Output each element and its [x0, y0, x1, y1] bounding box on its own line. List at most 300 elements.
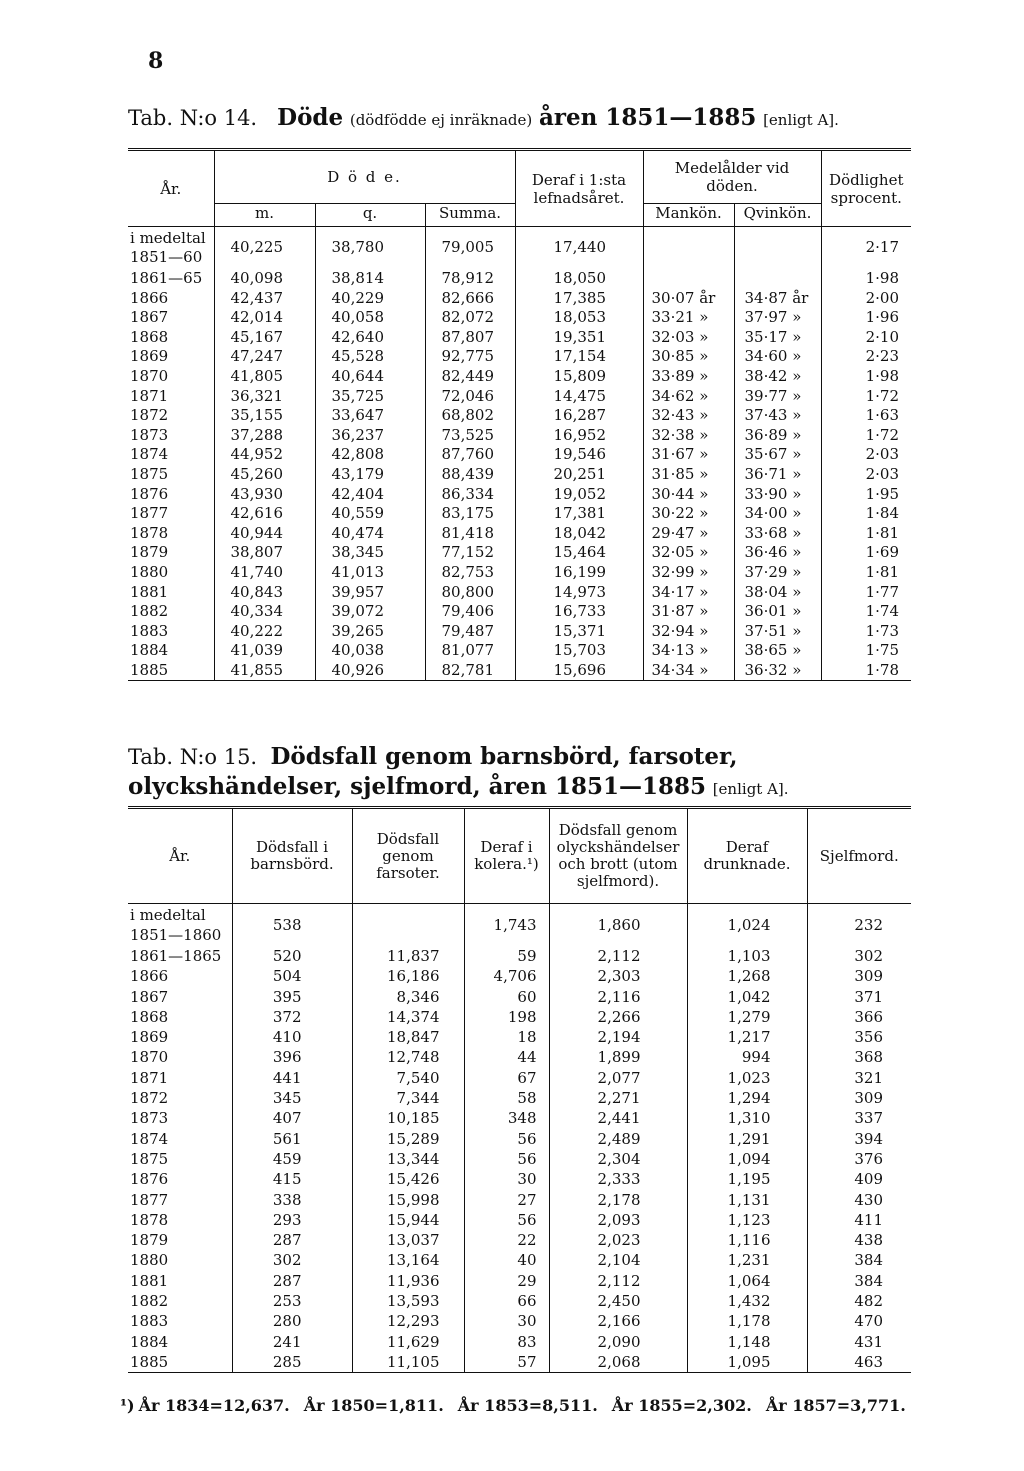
tab15-header-suicide: Sjelfmord. [807, 808, 911, 904]
cholera-cell: 348 [464, 1108, 549, 1128]
drowned-cell: 1,195 [687, 1169, 807, 1189]
mortality-cell: 1·72 [821, 426, 911, 446]
suicide-cell: 430 [807, 1190, 911, 1210]
mean-age-male-cell: 32·94 » [643, 622, 734, 642]
sum-cell: 88,439 [425, 465, 515, 485]
mortality-cell: 1·98 [821, 269, 911, 289]
first-year-cell: 17,440 [515, 227, 643, 270]
drowned-cell: 1,131 [687, 1190, 807, 1210]
drowned-cell: 1,064 [687, 1271, 807, 1291]
table-row [128, 563, 911, 583]
cholera-cell: 83 [464, 1332, 549, 1352]
female-cell: 39,265 [315, 622, 425, 642]
childbirth-cell: 280 [232, 1311, 352, 1331]
mean-age-female-cell: 37·51 » [734, 622, 821, 642]
drowned-cell: 1,231 [687, 1250, 807, 1270]
female-cell: 40,038 [315, 641, 425, 661]
table-row [128, 1027, 911, 1047]
mean-age-male-cell: 32·03 » [643, 328, 734, 348]
male-cell: 45,167 [214, 328, 315, 348]
male-cell: 37,288 [214, 426, 315, 446]
tab14-header-mortality: Dödlighetsprocent. [821, 150, 911, 227]
male-cell: 40,225 [214, 227, 315, 270]
childbirth-cell: 285 [232, 1352, 352, 1373]
tab15-header-childbirth: Dödsfall i barnsbörd. [232, 808, 352, 904]
male-cell: 42,014 [214, 308, 315, 328]
male-cell: 41,740 [214, 563, 315, 583]
cholera-cell: 30 [464, 1169, 549, 1189]
year-cell: 1875 [130, 1149, 169, 1168]
cholera-cell: 4,706 [464, 966, 549, 986]
tab14-title-note: (dödfödde ej inräknade) [349, 111, 533, 129]
mean-age-male-cell: 32·99 » [643, 563, 734, 583]
mean-age-male-cell: 31·87 » [643, 602, 734, 622]
accidents-cell: 2,104 [549, 1250, 687, 1270]
year-cell: 1867 [130, 987, 169, 1006]
first-year-cell: 19,052 [515, 485, 643, 505]
year-cell: 1866 [130, 967, 169, 986]
year-cell: 1879 [130, 543, 169, 562]
drowned-cell: 1,217 [687, 1027, 807, 1047]
mortality-cell: 1·81 [821, 524, 911, 544]
mean-age-female-cell: 33·68 » [734, 524, 821, 544]
male-cell: 40,222 [214, 622, 315, 642]
year-cell: 1870 [130, 366, 169, 385]
mean-age-female-cell: 39·77 » [734, 387, 821, 407]
male-cell: 44,952 [214, 445, 315, 465]
epidemics-cell: 7,540 [352, 1068, 464, 1088]
suicide-cell: 371 [807, 987, 911, 1007]
female-cell: 40,559 [315, 504, 425, 524]
table-row [128, 622, 911, 642]
mean-age-female-cell: 37·43 » [734, 406, 821, 426]
table-row [128, 1007, 911, 1027]
cholera-cell: 66 [464, 1291, 549, 1311]
cholera-cell: 27 [464, 1190, 549, 1210]
mean-age-male-cell: 30·44 » [643, 485, 734, 505]
suicide-cell: 384 [807, 1271, 911, 1291]
epidemics-cell: 13,344 [352, 1149, 464, 1169]
tab14-title-main: Döde [277, 104, 344, 131]
year-cell: 1880 [130, 562, 169, 581]
sum-cell: 79,487 [425, 622, 515, 642]
table-row [128, 445, 911, 465]
mean-age-male-cell: 32·05 » [643, 543, 734, 563]
female-cell: 45,528 [315, 347, 425, 367]
table-row [128, 465, 911, 485]
table-row [128, 641, 911, 661]
mean-age-female-cell: 34·60 » [734, 347, 821, 367]
suicide-cell: 302 [807, 946, 911, 966]
tab15-header-year: År. [128, 808, 232, 904]
suicide-cell: 309 [807, 1088, 911, 1108]
male-cell: 40,843 [214, 583, 315, 603]
drowned-cell: 1,116 [687, 1230, 807, 1250]
cholera-cell: 29 [464, 1271, 549, 1291]
female-cell: 35,725 [315, 387, 425, 407]
childbirth-cell: 372 [232, 1007, 352, 1027]
table-row [128, 1352, 911, 1373]
mean-age-female-cell: 38·04 » [734, 583, 821, 603]
tab14-header-male: m. [214, 204, 315, 227]
year-cell: i medeltal 1851—60 [130, 229, 206, 266]
male-cell: 42,616 [214, 504, 315, 524]
year-cell: 1867 [130, 308, 169, 327]
male-cell: 35,155 [214, 406, 315, 426]
epidemics-cell: 10,185 [352, 1108, 464, 1128]
suicide-cell: 431 [807, 1332, 911, 1352]
cholera-cell: 40 [464, 1250, 549, 1270]
mortality-cell: 1·95 [821, 485, 911, 505]
table-row [128, 1250, 911, 1270]
childbirth-cell: 504 [232, 966, 352, 986]
mean-age-male-cell: 30·85 » [643, 347, 734, 367]
accidents-cell: 2,450 [549, 1291, 687, 1311]
childbirth-cell: 520 [232, 946, 352, 966]
table-row [128, 1332, 911, 1352]
epidemics-cell: 8,346 [352, 987, 464, 1007]
accidents-cell: 2,090 [549, 1332, 687, 1352]
table-row [128, 904, 911, 947]
mean-age-female-cell: 36·46 » [734, 543, 821, 563]
cholera-cell: 18 [464, 1027, 549, 1047]
table-row [128, 289, 911, 309]
year-cell: 1868 [130, 1007, 169, 1026]
male-cell: 36,321 [214, 387, 315, 407]
first-year-cell: 17,385 [515, 289, 643, 309]
table-row [128, 1068, 911, 1088]
table-row [128, 1271, 911, 1291]
mortality-cell: 1·78 [821, 661, 911, 681]
mean-age-female-cell: 37·29 » [734, 563, 821, 583]
suicide-cell: 232 [807, 904, 911, 947]
mean-age-male-cell: 33·89 » [643, 367, 734, 387]
year-cell: i medeltal 1851—1860 [130, 906, 222, 944]
year-cell: 1881 [130, 1271, 169, 1290]
male-cell: 41,805 [214, 367, 315, 387]
mean-age-male-cell: 34·34 » [643, 661, 734, 681]
sum-cell: 87,760 [425, 445, 515, 465]
tab15-table [128, 806, 911, 1373]
cholera-cell: 59 [464, 946, 549, 966]
epidemics-cell: 18,847 [352, 1027, 464, 1047]
mortality-cell: 1·77 [821, 583, 911, 603]
drowned-cell: 1,279 [687, 1007, 807, 1027]
mortality-cell: 2·10 [821, 328, 911, 348]
table-row [128, 269, 911, 289]
mean-age-female-cell: 35·17 » [734, 328, 821, 348]
table-row [128, 485, 911, 505]
first-year-cell: 15,696 [515, 661, 643, 681]
female-cell: 36,237 [315, 426, 425, 446]
tab14-header-female: q. [315, 204, 425, 227]
tab14-header-first-year: Deraf i 1:sta lefnadsåret. [515, 150, 643, 227]
mean-age-female-cell: 36·89 » [734, 426, 821, 446]
footnote-marker: ¹) [120, 1396, 135, 1415]
year-cell: 1877 [130, 504, 169, 523]
mortality-cell: 1·69 [821, 543, 911, 563]
female-cell: 41,013 [315, 563, 425, 583]
childbirth-cell: 287 [232, 1230, 352, 1250]
first-year-cell: 15,371 [515, 622, 643, 642]
tab15-title [128, 742, 928, 804]
female-cell: 40,474 [315, 524, 425, 544]
sum-cell: 77,152 [425, 543, 515, 563]
table-row [128, 966, 911, 986]
tab14-header-sum: Summa. [425, 204, 515, 227]
footnote-item: År 1857=3,771. [765, 1396, 906, 1415]
table-row [128, 308, 911, 328]
first-year-cell: 17,154 [515, 347, 643, 367]
female-cell: 39,072 [315, 602, 425, 622]
sum-cell: 86,334 [425, 485, 515, 505]
year-cell: 1869 [130, 1028, 169, 1047]
cholera-cell: 1,743 [464, 904, 549, 947]
epidemics-cell: 11,837 [352, 946, 464, 966]
year-cell: 1873 [130, 425, 169, 444]
mortality-cell: 1·84 [821, 504, 911, 524]
accidents-cell: 2,023 [549, 1230, 687, 1250]
year-cell: 1878 [130, 523, 169, 542]
epidemics-cell [352, 904, 464, 947]
childbirth-cell: 410 [232, 1027, 352, 1047]
female-cell: 42,404 [315, 485, 425, 505]
first-year-cell: 16,733 [515, 602, 643, 622]
epidemics-cell: 12,293 [352, 1311, 464, 1331]
table-row [128, 367, 911, 387]
mortality-cell: 2·00 [821, 289, 911, 309]
year-cell: 1883 [130, 1312, 169, 1331]
table-row [128, 602, 911, 622]
childbirth-cell: 538 [232, 904, 352, 947]
mortality-cell: 1·75 [821, 641, 911, 661]
epidemics-cell: 16,186 [352, 966, 464, 986]
tab14-header-age-male: Mankön. [643, 204, 734, 227]
cholera-cell: 58 [464, 1088, 549, 1108]
year-cell: 1877 [130, 1190, 169, 1209]
epidemics-cell: 15,426 [352, 1169, 464, 1189]
sum-cell: 83,175 [425, 504, 515, 524]
tab14-label: Tab. N:o 14. [128, 106, 258, 130]
year-cell: 1876 [130, 484, 169, 503]
male-cell: 43,930 [214, 485, 315, 505]
footnote [120, 1396, 920, 1415]
first-year-cell: 14,973 [515, 583, 643, 603]
tab15-header-drowned: Deraf drunknade. [687, 808, 807, 904]
year-cell: 1874 [130, 1129, 169, 1148]
sum-cell: 79,406 [425, 602, 515, 622]
accidents-cell: 2,068 [549, 1352, 687, 1373]
female-cell: 40,926 [315, 661, 425, 681]
suicide-cell: 411 [807, 1210, 911, 1230]
female-cell: 40,058 [315, 308, 425, 328]
mean-age-male-cell [643, 227, 734, 270]
cholera-cell: 60 [464, 987, 549, 1007]
tab14-header-age-female: Qvinkön. [734, 204, 821, 227]
year-cell: 1884 [130, 641, 169, 660]
suicide-cell: 337 [807, 1108, 911, 1128]
drowned-cell: 1,268 [687, 966, 807, 986]
epidemics-cell: 7,344 [352, 1088, 464, 1108]
epidemics-cell: 13,037 [352, 1230, 464, 1250]
first-year-cell: 16,199 [515, 563, 643, 583]
first-year-cell: 15,464 [515, 543, 643, 563]
mean-age-male-cell: 30·07 år [643, 289, 734, 309]
year-cell: 1882 [130, 602, 169, 621]
tab14-header-year: År. [128, 150, 214, 227]
sum-cell: 82,072 [425, 308, 515, 328]
table-row [128, 1047, 911, 1067]
epidemics-cell: 15,944 [352, 1210, 464, 1230]
sum-cell: 82,781 [425, 661, 515, 681]
epidemics-cell: 15,289 [352, 1129, 464, 1149]
tab14-title [128, 104, 839, 131]
table-row [128, 406, 911, 426]
mean-age-female-cell [734, 227, 821, 270]
childbirth-cell: 253 [232, 1291, 352, 1311]
sum-cell: 73,525 [425, 426, 515, 446]
male-cell: 47,247 [214, 347, 315, 367]
drowned-cell: 1,432 [687, 1291, 807, 1311]
mortality-cell: 1·81 [821, 563, 911, 583]
childbirth-cell: 241 [232, 1332, 352, 1352]
sum-cell: 82,753 [425, 563, 515, 583]
accidents-cell: 1,860 [549, 904, 687, 947]
year-cell: 1869 [130, 347, 169, 366]
male-cell: 40,098 [214, 269, 315, 289]
suicide-cell: 438 [807, 1230, 911, 1250]
year-cell: 1871 [130, 1068, 169, 1087]
year-cell: 1884 [130, 1332, 169, 1351]
first-year-cell: 18,042 [515, 524, 643, 544]
first-year-cell: 16,952 [515, 426, 643, 446]
drowned-cell: 1,148 [687, 1332, 807, 1352]
table-row [128, 328, 911, 348]
sum-cell: 82,449 [425, 367, 515, 387]
tab14-table [128, 148, 911, 681]
year-cell: 1883 [130, 621, 169, 640]
childbirth-cell: 415 [232, 1169, 352, 1189]
mortality-cell: 2·17 [821, 227, 911, 270]
childbirth-cell: 407 [232, 1108, 352, 1128]
female-cell: 38,345 [315, 543, 425, 563]
mean-age-male-cell [643, 269, 734, 289]
first-year-cell: 20,251 [515, 465, 643, 485]
table-row [128, 1149, 911, 1169]
mortality-cell: 1·96 [821, 308, 911, 328]
first-year-cell: 15,703 [515, 641, 643, 661]
mean-age-female-cell: 33·90 » [734, 485, 821, 505]
mean-age-female-cell [734, 269, 821, 289]
drowned-cell: 1,310 [687, 1108, 807, 1128]
epidemics-cell: 12,748 [352, 1047, 464, 1067]
year-cell: 1874 [130, 445, 169, 464]
male-cell: 42,437 [214, 289, 315, 309]
childbirth-cell: 395 [232, 987, 352, 1007]
epidemics-cell: 11,936 [352, 1271, 464, 1291]
mortality-cell: 2·03 [821, 445, 911, 465]
mean-age-female-cell: 35·67 » [734, 445, 821, 465]
suicide-cell: 394 [807, 1129, 911, 1149]
mean-age-male-cell: 34·13 » [643, 641, 734, 661]
mean-age-male-cell: 33·21 » [643, 308, 734, 328]
accidents-cell: 2,077 [549, 1068, 687, 1088]
year-cell: 1866 [130, 288, 169, 307]
table-row [128, 1088, 911, 1108]
year-cell: 1880 [130, 1251, 169, 1270]
drowned-cell: 1,294 [687, 1088, 807, 1108]
tab15-header-accidents: Dödsfall genom olyckshändelser och brott (utom sjelfmord). [549, 808, 687, 904]
suicide-cell: 366 [807, 1007, 911, 1027]
cholera-cell: 44 [464, 1047, 549, 1067]
epidemics-cell: 11,629 [352, 1332, 464, 1352]
sum-cell: 79,005 [425, 227, 515, 270]
mean-age-male-cell: 31·85 » [643, 465, 734, 485]
suicide-cell: 309 [807, 966, 911, 986]
drowned-cell: 1,094 [687, 1149, 807, 1169]
cholera-cell: 30 [464, 1311, 549, 1331]
female-cell: 42,808 [315, 445, 425, 465]
accidents-cell: 2,333 [549, 1169, 687, 1189]
accidents-cell: 2,303 [549, 966, 687, 986]
table-row [128, 504, 911, 524]
female-cell: 43,179 [315, 465, 425, 485]
drowned-cell: 1,095 [687, 1352, 807, 1373]
female-cell: 42,640 [315, 328, 425, 348]
tab15-title-source: [enligt A]. [712, 780, 789, 798]
sum-cell: 82,666 [425, 289, 515, 309]
footnote-item: År 1834=12,637. [138, 1396, 290, 1415]
table-row [128, 543, 911, 563]
cholera-cell: 56 [464, 1129, 549, 1149]
male-cell: 40,944 [214, 524, 315, 544]
table-row [128, 387, 911, 407]
suicide-cell: 384 [807, 1250, 911, 1270]
first-year-cell: 19,351 [515, 328, 643, 348]
sum-cell: 68,802 [425, 406, 515, 426]
year-cell: 1885 [130, 1352, 169, 1371]
mean-age-female-cell: 36·01 » [734, 602, 821, 622]
tab15-header-cholera: Deraf i kolera.¹) [464, 808, 549, 904]
year-cell: 1872 [130, 1089, 169, 1108]
table-row [128, 1108, 911, 1128]
mean-age-female-cell: 38·42 » [734, 367, 821, 387]
childbirth-cell: 396 [232, 1047, 352, 1067]
tab14-header-dead: D ö d e. [214, 150, 515, 204]
mortality-cell: 2·03 [821, 465, 911, 485]
childbirth-cell: 338 [232, 1190, 352, 1210]
mean-age-female-cell: 36·32 » [734, 661, 821, 681]
drowned-cell: 1,024 [687, 904, 807, 947]
suicide-cell: 321 [807, 1068, 911, 1088]
childbirth-cell: 459 [232, 1149, 352, 1169]
female-cell: 39,957 [315, 583, 425, 603]
first-year-cell: 14,475 [515, 387, 643, 407]
mortality-cell: 1·98 [821, 367, 911, 387]
table-row [128, 347, 911, 367]
cholera-cell: 22 [464, 1230, 549, 1250]
suicide-cell: 409 [807, 1169, 911, 1189]
year-cell: 1873 [130, 1109, 169, 1128]
drowned-cell: 1,178 [687, 1311, 807, 1331]
table-row [128, 1291, 911, 1311]
year-cell: 1882 [130, 1292, 169, 1311]
footnote-item: År 1853=8,511. [457, 1396, 598, 1415]
male-cell: 41,039 [214, 641, 315, 661]
table-row [128, 946, 911, 966]
accidents-cell: 2,093 [549, 1210, 687, 1230]
epidemics-cell: 15,998 [352, 1190, 464, 1210]
